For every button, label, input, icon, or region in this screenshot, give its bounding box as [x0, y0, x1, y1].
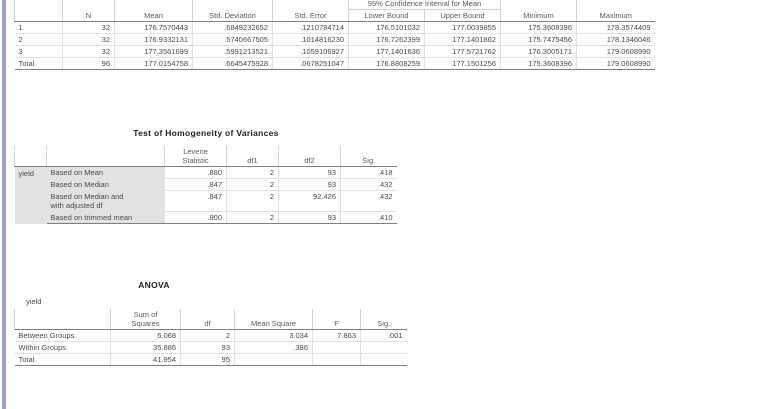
basis-line1: Based on Median and: [50, 192, 124, 201]
cell-upper-bound: 177.1401862: [425, 34, 501, 46]
cell-levene-statistic: .900: [165, 212, 227, 224]
row-label-source: Between Groups: [15, 330, 111, 342]
cell-mean: 177.0154758: [115, 58, 193, 70]
cell-n: 32: [63, 46, 115, 58]
cell-sig: .001: [361, 330, 407, 342]
levene-header-row: [15, 146, 397, 167]
variable-label-yield: yield: [15, 167, 47, 224]
page-margin-stripe: [2, 0, 6, 409]
cell-mean: 176.7570443: [115, 22, 193, 34]
cell-lower-bound: 177.1401636: [349, 46, 425, 58]
cell-mean-square: .386: [235, 342, 313, 354]
cell-std-error: .1059106927: [273, 46, 349, 58]
col-header-sig: Sig.: [341, 146, 397, 167]
col-header-minimum: Minimum: [501, 10, 577, 22]
anova-section: [14, 280, 408, 366]
cell-sum-of-squares: 6.068: [111, 330, 181, 342]
col-header-blank-source: [15, 309, 111, 330]
cell-df2: 93: [279, 212, 341, 224]
col-header-maximum: Maximum: [577, 10, 655, 22]
cell-f: [313, 354, 361, 366]
table-row: [15, 330, 407, 342]
cell-levene-statistic: .847: [165, 191, 227, 212]
ss-head-line2: Squares: [131, 319, 160, 328]
cell-std-error: .1210784714: [273, 22, 349, 34]
cell-sig: .432: [341, 179, 397, 191]
table-row: [15, 179, 397, 191]
descriptives-span-header-row: [15, 0, 655, 10]
levene-table: [14, 146, 397, 224]
cell-sum-of-squares: 41.954: [111, 354, 181, 366]
cell-upper-bound: 177.5721762: [425, 46, 501, 58]
anova-variable-label: yield: [26, 297, 42, 306]
col-header-mean-square: Mean Square: [235, 309, 313, 330]
descriptives-header-row: [15, 10, 655, 22]
cell-minimum: 176.3005171: [501, 46, 577, 58]
col-header-df1: df1: [227, 146, 279, 167]
descriptives-table: [14, 0, 655, 70]
cell-mean-square: 3.034: [235, 330, 313, 342]
cell-lower-bound: 176.5101032: [349, 22, 425, 34]
spacer-cell: [63, 0, 115, 10]
table-row: [15, 58, 655, 70]
col-header-df2: df2: [279, 146, 341, 167]
table-row: [15, 46, 655, 58]
col-header-sig: Sig.: [361, 309, 407, 330]
cell-std-error: .0678251047: [273, 58, 349, 70]
cell-f: [313, 342, 361, 354]
row-label: 3: [15, 46, 63, 58]
row-label-basis: Based on Median: [47, 179, 165, 191]
cell-std-deviation: .6645475928: [193, 58, 273, 70]
spacer-cell: [193, 0, 273, 10]
cell-n: 32: [63, 22, 115, 34]
row-label: 1: [15, 22, 63, 34]
cell-mean: 177.3561699: [115, 46, 193, 58]
col-header-std-deviation: Std. Deviation: [193, 10, 273, 22]
row-label: 2: [15, 34, 63, 46]
row-label-basis: Based on trimmed mean: [47, 212, 165, 224]
cell-df: 93: [181, 342, 235, 354]
cell-minimum: 175.3608396: [501, 22, 577, 34]
cell-n: 96: [63, 58, 115, 70]
table-row: [15, 354, 407, 366]
levene-head-line2: Statistic: [182, 156, 209, 165]
levene-section: [14, 128, 398, 224]
cell-df2: 93: [279, 179, 341, 191]
cell-maximum: 179.0608990: [577, 46, 655, 58]
table-row: [15, 34, 655, 46]
row-label-total: Total: [15, 354, 111, 366]
col-header-upper-bound: Upper Bound: [425, 10, 501, 22]
anova-table: [14, 309, 407, 366]
cell-df1: 2: [227, 191, 279, 212]
cell-df1: 2: [227, 167, 279, 179]
row-label-basis: Based on Mean: [47, 167, 165, 179]
anova-table-title: ANOVA: [138, 280, 170, 290]
cell-std-error: .1014816230: [273, 34, 349, 46]
cell-maximum: 178.3574409: [577, 22, 655, 34]
table-row: [15, 167, 397, 179]
cell-sig: .418: [341, 167, 397, 179]
cell-df2: 93: [279, 167, 341, 179]
spacer-cell: [115, 0, 193, 10]
cell-mean-square: [235, 354, 313, 366]
cell-df1: 2: [227, 212, 279, 224]
cell-sum-of-squares: 35.886: [111, 342, 181, 354]
cell-std-deviation: .5740667505: [193, 34, 273, 46]
spacer-cell: [577, 0, 655, 10]
col-header-sum-of-squares: [111, 309, 181, 330]
cell-df2: 92.426: [279, 191, 341, 212]
table-row: [15, 22, 655, 34]
cell-upper-bound: 177.1501256: [425, 58, 501, 70]
levene-table-title: Test of Homogeneity of Variances: [133, 128, 279, 138]
cell-lower-bound: 176.7262399: [349, 34, 425, 46]
table-row: [15, 342, 407, 354]
cell-mean: 176.9332131: [115, 34, 193, 46]
cell-lower-bound: 176.8808259: [349, 58, 425, 70]
levene-head-line1: Levene: [183, 147, 208, 156]
col-header-mean: Mean: [115, 10, 193, 22]
col-header-df: df: [181, 309, 235, 330]
col-header-levene-statistic: [165, 146, 227, 167]
cell-df1: 2: [227, 179, 279, 191]
cell-levene-statistic: .880: [165, 167, 227, 179]
cell-sig: .410: [341, 212, 397, 224]
cell-levene-statistic: .847: [165, 179, 227, 191]
cell-df: 95: [181, 354, 235, 366]
cell-n: 32: [63, 34, 115, 46]
col-header-std-error: Std. Error: [273, 10, 349, 22]
cell-maximum: 179.0608990: [577, 58, 655, 70]
table-row: [15, 191, 397, 212]
col-header-blank-basis: [47, 146, 165, 167]
cell-f: 7.863: [313, 330, 361, 342]
anova-header-row: [15, 309, 407, 330]
cell-upper-bound: 177.0039855: [425, 22, 501, 34]
table-row: [15, 212, 397, 224]
cell-maximum: 178.1346046: [577, 34, 655, 46]
spacer-cell: [273, 0, 349, 10]
col-header-blank-variable: [15, 146, 47, 167]
col-header-blank: [15, 10, 63, 22]
cell-sig: [361, 342, 407, 354]
col-header-f: F: [313, 309, 361, 330]
row-label-total: Total: [15, 58, 63, 70]
col-header-n: N: [63, 10, 115, 22]
confidence-interval-span-header: 95% Confidence Interval for Mean: [349, 0, 501, 10]
spacer-cell: [15, 0, 63, 10]
spacer-cell: [501, 0, 577, 10]
cell-std-deviation: .5991213521: [193, 46, 273, 58]
basis-line2: with adjusted df: [50, 201, 103, 210]
col-header-lower-bound: Lower Bound: [349, 10, 425, 22]
cell-sig: [361, 354, 407, 366]
cell-minimum: 175.3608396: [501, 58, 577, 70]
cell-std-deviation: .6849232652: [193, 22, 273, 34]
row-label-basis: [47, 191, 165, 212]
ss-head-line1: Sum of: [133, 310, 158, 319]
cell-df: 2: [181, 330, 235, 342]
row-label-source: Within Groups: [15, 342, 111, 354]
cell-minimum: 175.7475456: [501, 34, 577, 46]
cell-sig: .432: [341, 191, 397, 212]
